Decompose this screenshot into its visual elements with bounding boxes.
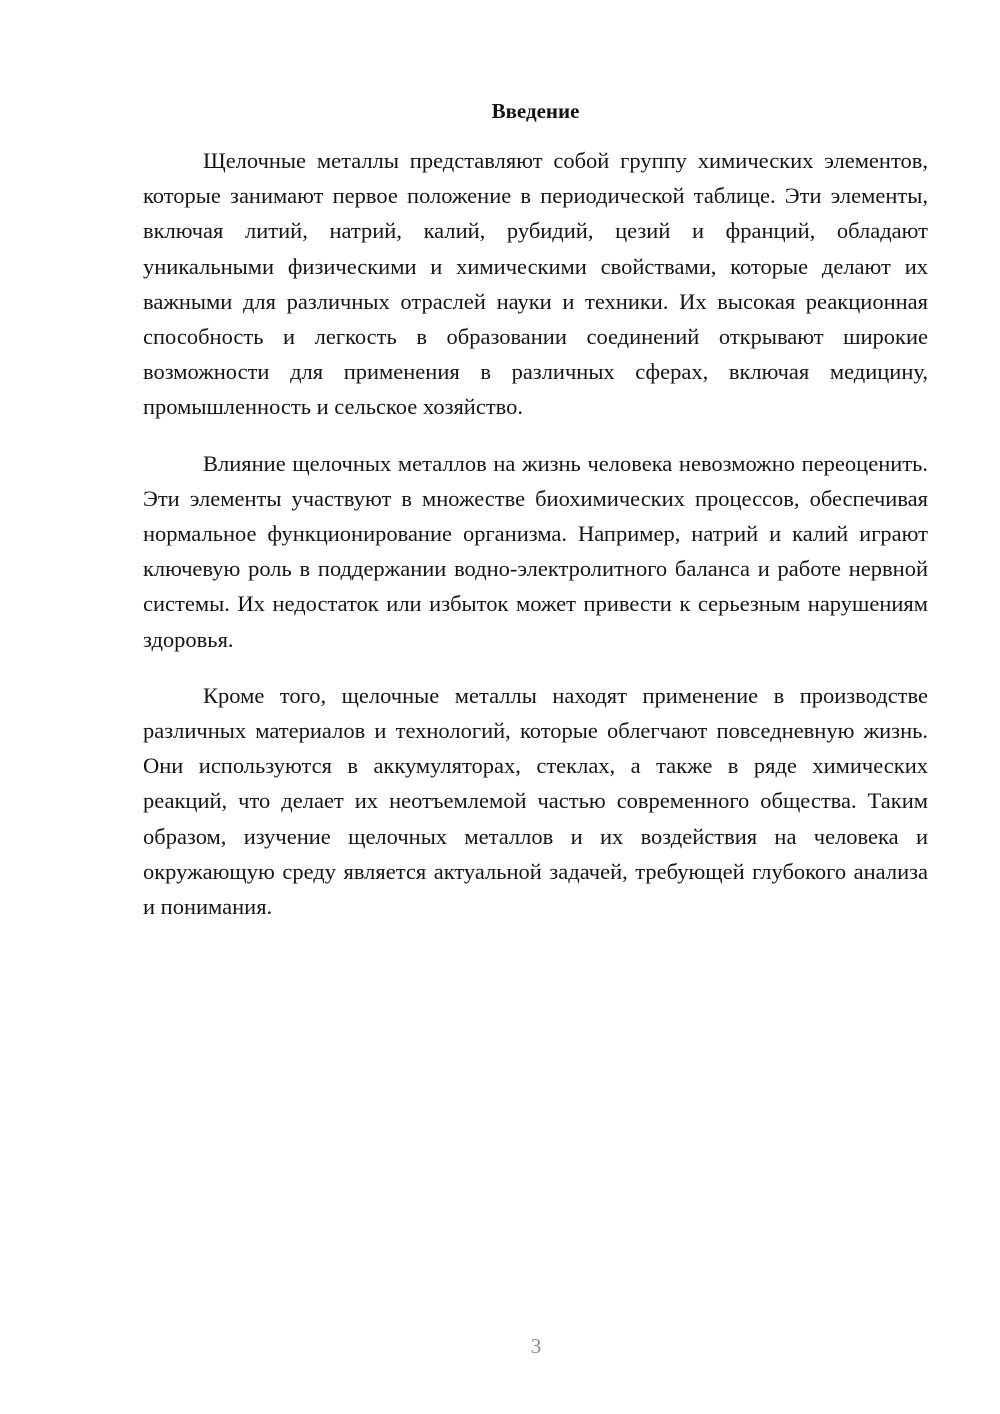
body-text	[143, 143, 928, 945]
paragraph-2: Влияние щелочных металлов на жизнь человека невозможно переоценить. Эти элементы участвуют в множестве биохимических процессов, обеспечивая нормальное функционирование организма. Например, натрий и калий играют ключевую роль в поддержании водно-электролитного баланса и работе нервной системы. Их недостаток или избыток может привести к серьезным нарушениям здоровья.	[143, 450, 928, 652]
section-heading: Введение	[491, 99, 580, 123]
paragraph-3: Кроме того, щелочные металлы находят применение в производстве различных материалов и технологий, которые облегчают повседневную жизнь. Они используются в аккумуляторах, стеклах, а также в ряде химических реакций, что делает их неотъемлемой частью современного общества. Таким образом, изучение щелочных металлов и их воздействия на человека и окружающую среду является актуальной задачей, требующей глубокого анализа и понимания.	[143, 682, 928, 920]
paragraph-1: Щелочные металлы представляют собой группу химических элементов, которые занимают первое положение в периодической таблице. Эти элементы, включая литий, натрий, калий, рубидий, цезий и франций, обладают уникальными физическими и химическими свойствами, которые делают их важными для различных отраслей науки и техники. Их высокая реакционная способность и легкость в образовании соединений открывают широкие возможности для применения в различных сферах, включая медицину, промышленность и сельское хозяйство.	[143, 148, 928, 420]
page-number: 3	[530, 1334, 542, 1358]
